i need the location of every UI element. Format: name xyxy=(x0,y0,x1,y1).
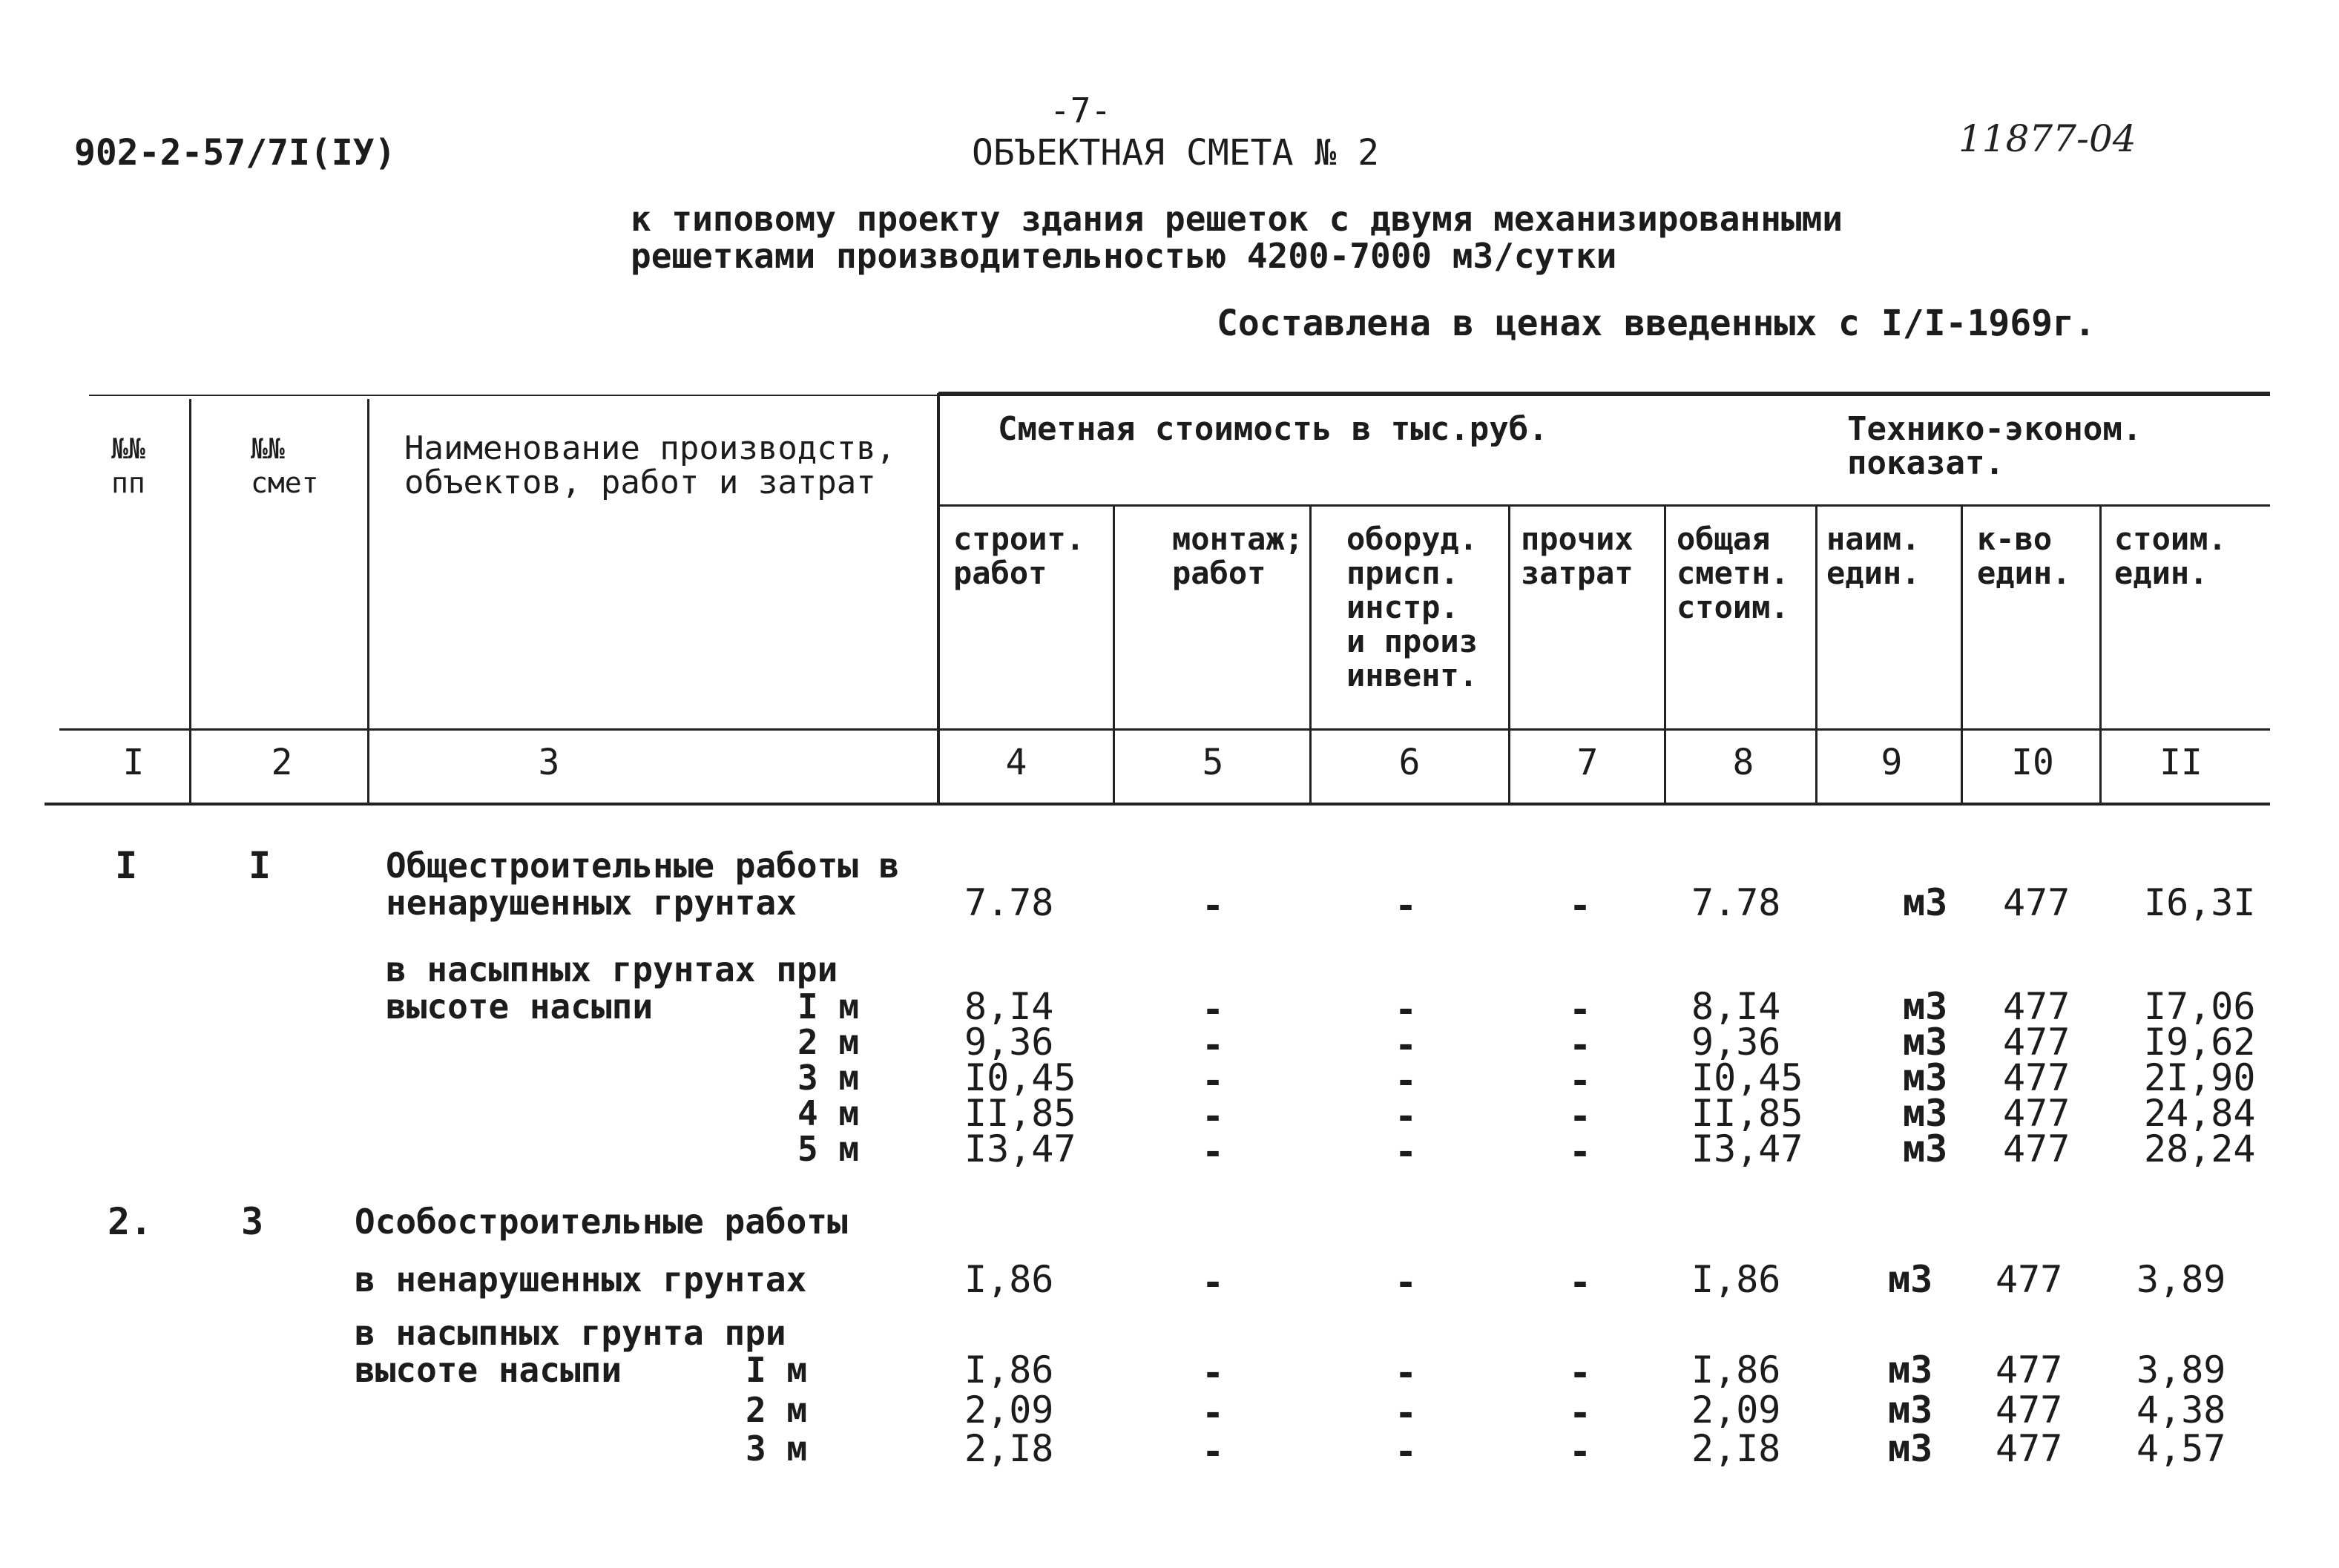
column-number-9: 9 xyxy=(1881,742,1903,783)
cell-total: I,86 xyxy=(1691,1348,1781,1391)
cell-other: - xyxy=(1569,1430,1592,1473)
section-1-smeta: I xyxy=(249,844,272,887)
section-1-fill-label-line-2: высоте насыпи xyxy=(386,986,654,1027)
cell-total: II,85 xyxy=(1691,1092,1803,1135)
section-1-name-line-2: ненарушенных грунтах xyxy=(386,883,797,923)
cell-mont: - xyxy=(1202,1095,1225,1138)
column-number-5: 5 xyxy=(1202,742,1224,783)
cell-other: - xyxy=(1569,1261,1592,1304)
page-number: -7- xyxy=(1050,90,1112,131)
section-2-smeta: 3 xyxy=(241,1200,264,1243)
cell-total: I3,47 xyxy=(1691,1127,1803,1170)
section-1-name-line-1: Общестроительные работы в xyxy=(386,846,900,886)
cell-equip: - xyxy=(1395,1024,1418,1067)
column-header-pp: №№ пп xyxy=(111,432,145,499)
cell-height: 3 м xyxy=(797,1058,860,1098)
cell-unit: м3 xyxy=(1903,881,1948,924)
column-group-cost: Сметная стоимость в тыс.руб. xyxy=(998,410,1548,448)
cell-unit: м3 xyxy=(1903,985,1948,1028)
cell-total: 2,I8 xyxy=(1691,1427,1781,1470)
cell-total: 8,I4 xyxy=(1691,985,1781,1028)
column-number-11: II xyxy=(2159,742,2203,783)
column-number-8: 8 xyxy=(1732,742,1754,783)
column-number-4: 4 xyxy=(1005,742,1027,783)
column-header-qty: к-во един. xyxy=(1977,521,2071,591)
cell-cost: 24,84 xyxy=(2144,1092,2256,1135)
document-title: ОБЪЕКТНАЯ СМЕТА № 2 xyxy=(972,132,1380,174)
cell-equip: - xyxy=(1395,1351,1418,1394)
cell-height: 5 м xyxy=(797,1129,860,1169)
cell-height: I м xyxy=(746,1350,808,1390)
cell-unit: м3 xyxy=(1903,1056,1948,1099)
subtitle-line-2: решетками производительностью 4200-7000 м3/сутки xyxy=(631,236,1617,276)
cell-qty: 477 xyxy=(2003,1127,2070,1170)
column-group-tech: Технико-эконом. показат. xyxy=(1847,410,2142,482)
cell-mont: - xyxy=(1202,1391,1225,1434)
cell-qty: 477 xyxy=(2003,1092,2070,1135)
column-header-equip: оборуд. присп. инстр. и произ инвент. xyxy=(1346,521,1478,694)
cell-build: I3,47 xyxy=(964,1127,1076,1170)
cell-total: 9,36 xyxy=(1691,1021,1781,1064)
section-2-name: Особостроительные работы xyxy=(355,1202,848,1242)
cell-mont: - xyxy=(1202,1059,1225,1102)
cell-cost: 4,57 xyxy=(2136,1427,2226,1470)
column-number-1: I xyxy=(122,742,145,783)
cell-unit: м3 xyxy=(1888,1348,1933,1391)
cell-other: - xyxy=(1569,1130,1592,1173)
cell-height: 2 м xyxy=(746,1390,808,1430)
column-header-unit-name: наим. един. xyxy=(1826,521,1921,591)
cell-equip: - xyxy=(1395,884,1418,927)
column-number-6: 6 xyxy=(1398,742,1421,783)
cell-mont: - xyxy=(1202,1024,1225,1067)
column-header-total: общая сметн. стоим. xyxy=(1677,521,1789,625)
section-2-fill-label-line-2: высоте насыпи xyxy=(355,1350,622,1390)
subtitle-line-1: к типовому проекту здания решеток с двумя механизированными xyxy=(631,199,1843,239)
cell-other: - xyxy=(1569,1391,1592,1434)
cell-mont: - xyxy=(1202,1130,1225,1173)
cell-other: - xyxy=(1569,1095,1592,1138)
section-2-fill-label-line-1: в насыпных грунта при xyxy=(355,1313,786,1353)
cell-equip: - xyxy=(1395,1430,1418,1473)
column-header-unit-cost: стоим. един. xyxy=(2114,521,2227,591)
cell-build: 8,I4 xyxy=(964,985,1054,1028)
cell-equip: - xyxy=(1395,1130,1418,1173)
cell-qty: 477 xyxy=(1996,1427,2063,1470)
cell-cost: 4,38 xyxy=(2136,1389,2226,1432)
cell-build: 2,I8 xyxy=(964,1427,1054,1470)
cell-unit: м3 xyxy=(1888,1427,1933,1470)
cell-cost: 28,24 xyxy=(2144,1127,2256,1170)
cell-total: 7.78 xyxy=(1691,881,1781,924)
cell-equip: - xyxy=(1395,1391,1418,1434)
section-2-pp: 2. xyxy=(108,1200,153,1243)
column-number-3: 3 xyxy=(538,742,560,783)
cell-qty: 477 xyxy=(2003,1021,2070,1064)
cell-unit: м3 xyxy=(1903,1092,1948,1135)
cell-mont: - xyxy=(1202,1430,1225,1473)
cell-height: 2 м xyxy=(797,1022,860,1062)
price-basis: Составлена в ценах введенных с I/I-1969г. xyxy=(1217,303,2096,344)
cell-build: II,85 xyxy=(964,1092,1076,1135)
column-header-build: строит. работ xyxy=(953,521,1085,591)
cell-other: - xyxy=(1569,1024,1592,1067)
cell-equip: - xyxy=(1395,1261,1418,1304)
cell-total: I,86 xyxy=(1691,1258,1781,1301)
cell-unit: м3 xyxy=(1903,1021,1948,1064)
cell-unit: м3 xyxy=(1888,1258,1933,1301)
column-header-other: прочих затрат xyxy=(1521,521,1634,591)
cell-other: - xyxy=(1569,988,1592,1031)
cell-cost: I7,06 xyxy=(2144,985,2256,1028)
cell-build: I0,45 xyxy=(964,1056,1076,1099)
column-number-7: 7 xyxy=(1576,742,1599,783)
cell-total: I0,45 xyxy=(1691,1056,1803,1099)
column-header-name: Наименование производств, объектов, работ и затрат xyxy=(404,429,896,501)
column-header-smeta: №№ смет xyxy=(251,432,319,499)
section-1-fill-label-line-1: в насыпных грунтах при xyxy=(386,949,838,989)
column-number-10: I0 xyxy=(2011,742,2054,783)
cell-build: I,86 xyxy=(964,1258,1054,1301)
cell-build: 2,09 xyxy=(964,1389,1054,1432)
cell-qty: 477 xyxy=(1996,1258,2063,1301)
cell-mont: - xyxy=(1202,988,1225,1031)
cell-unit: м3 xyxy=(1888,1389,1933,1432)
cell-height: 3 м xyxy=(746,1429,808,1469)
cell-height: I м xyxy=(797,986,860,1027)
cell-mont: - xyxy=(1202,1351,1225,1394)
section-2-row-label: в ненарушенных грунтах xyxy=(355,1259,807,1299)
column-header-mont: монтаж; работ xyxy=(1172,521,1304,591)
cell-other: - xyxy=(1569,1351,1592,1394)
cell-cost: 3,89 xyxy=(2136,1348,2226,1391)
cell-equip: - xyxy=(1395,1059,1418,1102)
cell-build: I,86 xyxy=(964,1348,1054,1391)
cell-cost: 2I,90 xyxy=(2144,1056,2256,1099)
cell-qty: 477 xyxy=(2003,881,2070,924)
cell-unit: м3 xyxy=(1903,1127,1948,1170)
cell-cost: I9,62 xyxy=(2144,1021,2256,1064)
cell-cost: I6,3I xyxy=(2144,881,2256,924)
cell-mont: - xyxy=(1202,1261,1225,1304)
document-code: 902-2-57/7I(IУ) xyxy=(74,132,396,174)
cell-height: 4 м xyxy=(797,1093,860,1133)
cell-cost: 3,89 xyxy=(2136,1258,2226,1301)
cell-qty: 477 xyxy=(1996,1389,2063,1432)
cell-total: 2,09 xyxy=(1691,1389,1781,1432)
cell-equip: - xyxy=(1395,1095,1418,1138)
cell-other: - xyxy=(1569,1059,1592,1102)
column-number-2: 2 xyxy=(271,742,293,783)
cell-mont: - xyxy=(1202,884,1225,927)
cell-equip: - xyxy=(1395,988,1418,1031)
cell-build: 9,36 xyxy=(964,1021,1054,1064)
registration-number: 11877-04 xyxy=(1958,117,2136,160)
cell-qty: 477 xyxy=(1996,1348,2063,1391)
cell-build: 7.78 xyxy=(964,881,1054,924)
cell-qty: 477 xyxy=(2003,985,2070,1028)
section-1-pp: I xyxy=(115,844,138,887)
cell-other: - xyxy=(1569,884,1592,927)
cell-qty: 477 xyxy=(2003,1056,2070,1099)
